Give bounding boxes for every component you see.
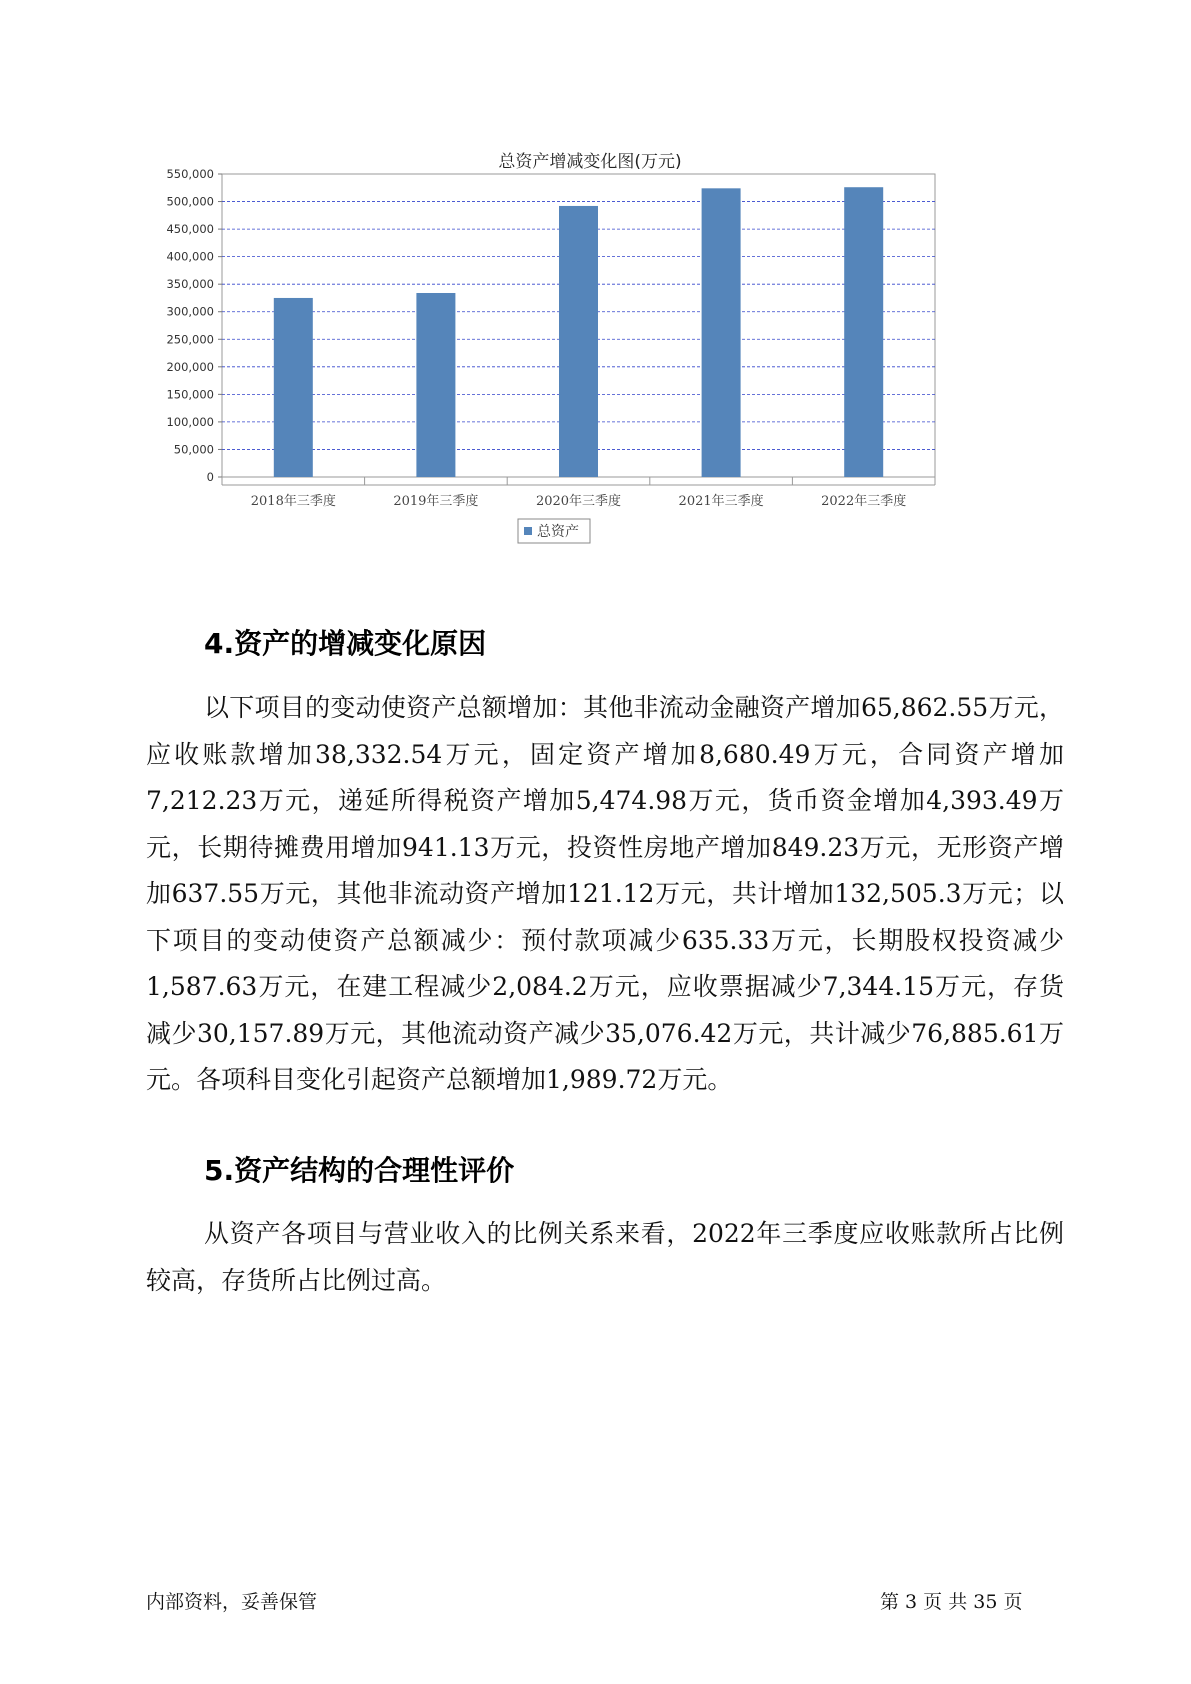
- y-tick-label: 500,000: [166, 194, 214, 209]
- legend-label: 总资产: [537, 524, 579, 540]
- y-tick-label: 150,000: [166, 387, 214, 402]
- y-tick-label: 200,000: [166, 359, 214, 374]
- y-tick-label: 300,000: [166, 304, 214, 319]
- x-tick-label: 2021年三季度: [678, 494, 764, 509]
- chart-title: 总资产增减变化图(万元): [498, 152, 682, 172]
- y-tick-label: 550,000: [166, 167, 214, 181]
- y-tick-label: 50,000: [173, 442, 214, 457]
- bar: [559, 206, 598, 477]
- y-tick-label: 0: [206, 470, 214, 484]
- section-paragraph-5: 从资产各项目与营业收入的比例关系来看，2022年三季度应收账款所占比例较高，存货所占比例过高。: [146, 1219, 1064, 1295]
- x-tick-label: 2019年三季度: [393, 494, 479, 509]
- section-paragraph-4: 以下项目的变动使资产总额增加：其他非流动金融资产增加65,862.55万元，应收账款增加38,332.54万元，固定资产增加8,680.49万元，合同资产增加7,212.23万元，递延所得税资产增加5,474.98万元，货币资金增加4,393.49万元，长期待摊费用增加941.13万元，投资性房地产增加849.23万元，无形资产增加637.55万元，其他非流动资产增加121.12万元，共计增加132,505.3万元；以下项目的变动使资产总额减少：预付款项减少635.33万元，长期股权投资减少1,587.63万元，在建工程减少2,084.2万元，应收票据减少7,344.15万元，存货减少30,157.89万元，其他流动资产减少35,076.42万元，共计减少76,885.61万元。各项科目变化引起资产总额增加1,989.72万元。: [146, 693, 1064, 1094]
- footer-page-number: 第 3 页 共 35 页: [880, 1591, 1023, 1613]
- bar: [274, 298, 313, 477]
- bar: [416, 293, 455, 477]
- bar: [844, 187, 883, 477]
- section-heading-5: 5.资产结构的合理性评价: [204, 1154, 515, 1187]
- y-tick-label: 450,000: [166, 222, 214, 237]
- bar: [702, 188, 741, 477]
- y-tick-label: 100,000: [166, 414, 214, 429]
- footer-confidential-note: 内部资料，妥善保管: [146, 1591, 318, 1613]
- asset-chart: [150, 140, 1030, 595]
- y-tick-label: 250,000: [166, 332, 214, 347]
- x-tick-label: 2018年三季度: [250, 494, 336, 509]
- y-tick-label: 400,000: [166, 249, 214, 264]
- x-tick-label: 2020年三季度: [535, 494, 622, 509]
- y-tick-label: 350,000: [166, 277, 214, 292]
- x-tick-label: 2022年三季度: [821, 494, 907, 509]
- section-heading-4: 4.资产的增减变化原因: [204, 627, 487, 660]
- legend-swatch: [524, 527, 532, 535]
- bar-chart-svg: [150, 140, 1030, 595]
